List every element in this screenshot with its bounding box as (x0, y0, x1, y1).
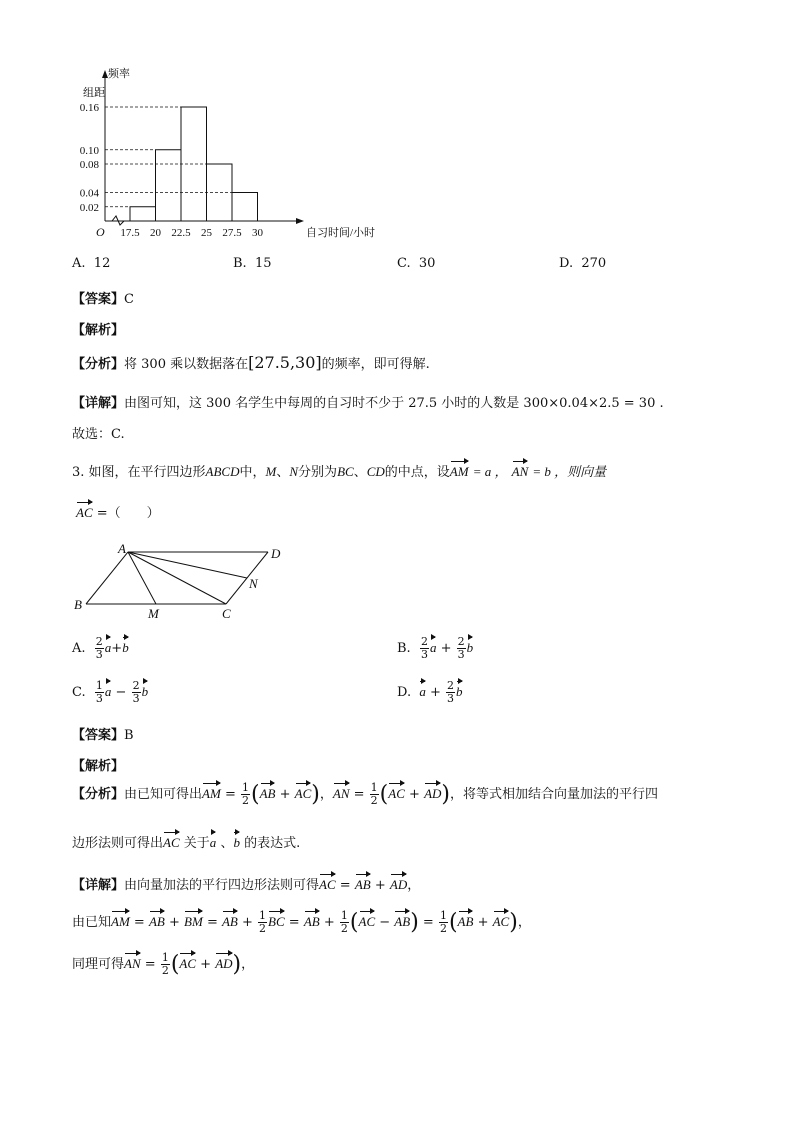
vector-an: AN (511, 464, 529, 479)
q3-option-c: C. $\frac{1}{3}$ a − $\frac{2}{3}$ b (72, 679, 149, 705)
q3-option-a: A. $\frac{2}{3}$ a+b (72, 635, 129, 661)
label-c: C (222, 606, 231, 621)
y-axis-label-top: 频率 (108, 68, 130, 80)
q2-fenxi: 【分析】将 300 乘以数据落在[27.5,30]的频率，即可得解. (72, 353, 430, 372)
q3-answer: 【答案】B (72, 728, 134, 743)
parallelogram-figure (70, 540, 290, 622)
q2-option-c: C. 30 (397, 256, 436, 271)
q3-detail-line1: 【详解】由向量加法的平行四边形法则可得AC = AB + AD， (72, 877, 421, 893)
x-tick-label: 30 (252, 227, 263, 239)
q3-option-d: D. a + $\frac{2}{3}$ b (397, 679, 463, 705)
label-m: M (148, 606, 159, 621)
q2-option-a: A. 12 (72, 256, 111, 271)
q3-stem-line1: 3. 如图，在平行四边形ABCD中，M、N分别为BC、CD的中点，设AM = a ， AN = b ，则向量 (72, 464, 607, 480)
q3-option-b: B. $\frac{2}{3}$ a + $\frac{2}{3}$ b (397, 635, 474, 661)
histogram-bar (130, 207, 156, 221)
fraction: $\frac{2}{3}$ (95, 635, 103, 661)
q2-choose: 故选：C. (72, 427, 125, 442)
vector-ac: AC (76, 505, 93, 520)
y-tick-label: 0.16 (79, 102, 99, 114)
vector-am: AM (449, 464, 469, 479)
x-tick-label: 27.5 (222, 227, 242, 239)
label-d: D (271, 546, 281, 561)
edge-ab (86, 552, 128, 604)
origin-label: O (96, 225, 105, 239)
y-tick-label: 0.10 (79, 144, 99, 157)
x-tick-label: 25 (201, 227, 212, 239)
interval: [27.5,30] (248, 353, 322, 372)
q3-detail-line3: 同理可得AN = $\frac{1}{2}$ (AC + AD)， (72, 951, 255, 977)
fraction: $\frac{2}{3}$ (132, 679, 140, 705)
fraction: $\frac{1}{3}$ (95, 679, 103, 705)
q2-option-b: B. 15 (233, 256, 272, 271)
label-n: N (249, 576, 258, 591)
q3-analysis-tag: 【解析】 (72, 759, 125, 774)
x-tick-label: 20 (150, 227, 161, 239)
q3-fenxi-line1: 【分析】由已知可得出AM = $\frac{1}{2}$ (AB + AC)，AN = $\frac{1}{2}$ (AC + AD)，将等式相加结合向量加法的平行四 (72, 781, 659, 807)
y-axis-label-bottom: 组距 (83, 87, 105, 99)
label-b: B (74, 597, 82, 612)
q3-fenxi-line2: 边形法则可得出AC 关于a 、b 的表达式. (72, 835, 301, 851)
q3-detail-line2: 由已知AM = AB + BM = AB + $\frac{1}{2}$ BC = AB + $\frac{1}{2}$ (AC − AB) = $\frac{1}{2}$ (AB + AC)， (72, 909, 531, 935)
y-tick-label: 0.08 (79, 159, 99, 171)
fraction: $\frac{2}{3}$ (447, 679, 455, 705)
x-tick-label: 22.5 (171, 227, 191, 239)
fraction: $\frac{2}{3}$ (420, 635, 428, 661)
x-axis-label: 自习时间/小时 (306, 227, 376, 239)
x-axis-arrow (296, 218, 304, 224)
q2-answer: 【答案】C (72, 292, 134, 307)
segment-ac (128, 552, 226, 604)
q2-analysis-tag: 【解析】 (72, 323, 125, 338)
fraction: $\frac{2}{3}$ (457, 635, 465, 661)
q3-stem-line2: AC =（ ） (76, 505, 160, 521)
y-tick-label: 0.04 (79, 187, 99, 200)
label-a: A (118, 541, 126, 556)
frequency-histogram (60, 60, 380, 250)
segment-an (128, 552, 247, 578)
y-tick-label: 0.02 (79, 201, 99, 214)
histogram-bar (232, 193, 258, 222)
q2-option-d: D. 270 (559, 256, 607, 271)
histogram-bar (156, 150, 182, 221)
q2-detail: 【详解】由图可知，这 300 名学生中每周的自习时不少于 27.5 小时的人数是 300×0.04×2.5 = 30 . (72, 396, 664, 411)
x-tick-label: 17.5 (120, 227, 140, 239)
